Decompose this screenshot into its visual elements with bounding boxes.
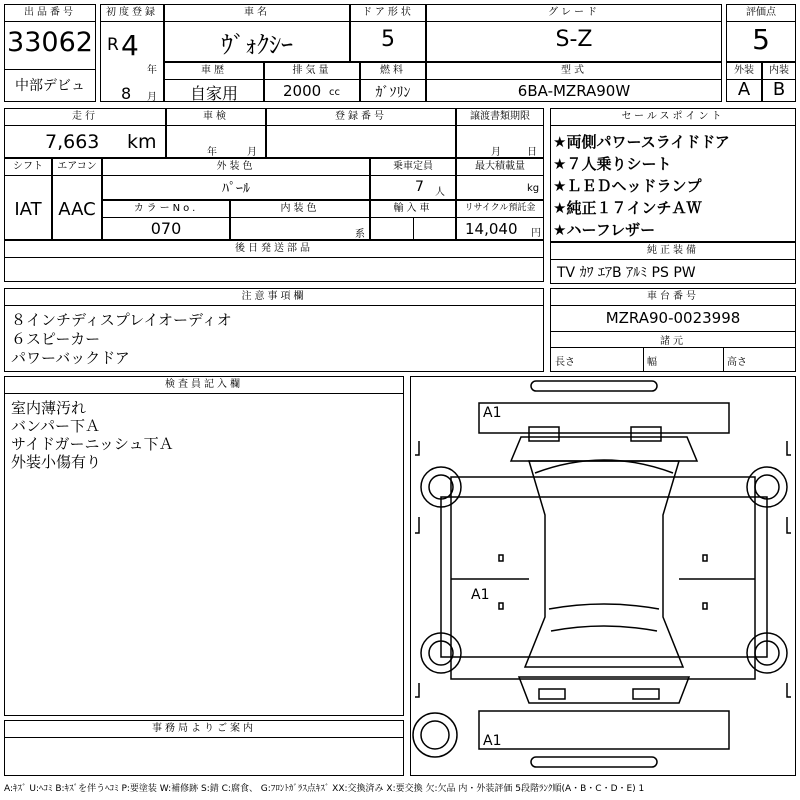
width-label: 幅 <box>647 357 657 368</box>
legend-text: A:ｷｽﾞ U:ﾍｺﾐ B:ｷｽﾞを伴うﾍｺﾐ P:要塗装 W:補修跡 S:錆 C:腐食、 G:ﾌﾛﾝﾄｶﾞﾗｽ点ｷｽﾞ XX:交換済み X:要交換 欠:欠品 内・外装評価 5段階ﾗﾝｸ順(A・B・C・D・E) 1 <box>4 784 645 794</box>
history: 自家用 <box>189 84 238 102</box>
history-label: 車歴 <box>165 63 263 80</box>
exterior-grade: A <box>737 79 751 100</box>
score: 5 <box>752 23 770 56</box>
doors: 5 <box>381 27 395 52</box>
fuel-label: 燃料 <box>361 63 425 80</box>
month-number: 8 <box>121 84 132 102</box>
door-box <box>350 4 426 62</box>
interior-color-box <box>230 200 370 240</box>
year-number: 4 <box>121 29 139 62</box>
lot-box <box>4 4 96 102</box>
interior-label: 内装 <box>763 63 795 80</box>
exterior-label: 外装 <box>727 63 761 80</box>
displacement-unit: cc <box>329 87 340 98</box>
inspection-label: 車検 <box>167 109 265 126</box>
sales-point-item: ★ＬＥＤヘッドランプ <box>553 177 702 195</box>
inspection-box <box>166 108 266 158</box>
load-label: 最大積載量 <box>457 159 543 176</box>
sales-point-item: ★７人乗りシート <box>553 155 672 173</box>
displacement: 2000 <box>283 82 322 100</box>
interior-color-label: 内装色 <box>231 201 369 218</box>
ac-label: エアコン <box>53 159 101 176</box>
interior-grade-box <box>762 62 796 102</box>
plate-label: 登録番号 <box>267 109 455 126</box>
chassis-title: 車台番号 <box>551 289 795 306</box>
fuel-box <box>360 62 426 102</box>
inspector-item: 室内薄汚れ <box>11 399 87 417</box>
sales-point-item: ★ハーフレザー <box>553 221 656 239</box>
damage-mark-front: A1 <box>483 405 502 421</box>
mileage-box <box>4 108 166 158</box>
model-label: 型式 <box>427 63 721 80</box>
mileage-label: 走行 <box>5 109 165 126</box>
score-label: 評価点 <box>727 5 795 22</box>
door-label: ドア形状 <box>351 5 425 22</box>
notes-title: 注意事項欄 <box>5 289 543 306</box>
later-parts-label: 後日発送部品 <box>5 241 543 258</box>
shift-box <box>4 158 52 240</box>
car-name-label: 車名 <box>165 5 349 22</box>
interior-color-unit: 系 <box>355 229 365 240</box>
sales-point-item: ★両側パワースライドドア <box>553 133 730 151</box>
era: R <box>107 35 119 55</box>
chassis-number: MZRA90-0023998 <box>605 309 741 327</box>
chassis-box <box>550 288 796 372</box>
inspector-item: 外装小傷有り <box>11 453 102 471</box>
mileage-unit: km <box>127 131 157 153</box>
lot-label: 出品番号 <box>5 5 95 22</box>
recycle-label: リサイクル預託金 <box>457 201 543 218</box>
later-parts-box <box>4 240 544 282</box>
note-item: パワーバックドア <box>11 349 130 367</box>
equipment-box <box>550 242 796 284</box>
height-label: 高さ <box>727 357 747 368</box>
grade: S-Z <box>555 27 593 52</box>
color-no-box <box>102 200 230 240</box>
damage-mark-rear: A1 <box>483 733 502 749</box>
lot-number: 33062 <box>7 27 93 58</box>
grade-label: グレード <box>427 5 721 22</box>
registration-label: 初度登録 <box>101 5 163 22</box>
color-no-label: カラーNo. <box>103 201 229 218</box>
load-box <box>456 158 544 200</box>
shift: IAT <box>14 199 42 220</box>
ac: AAC <box>58 199 96 220</box>
color: ﾊﾟｰﾙ <box>222 181 250 197</box>
transfer-label: 譲渡書類期限 <box>457 109 543 126</box>
notes-box <box>4 288 544 372</box>
import-box <box>370 200 456 240</box>
color-no: 070 <box>150 219 182 238</box>
history-box <box>164 62 264 102</box>
dims-title: 諸元 <box>660 336 686 347</box>
transfer-month-unit: 月 <box>491 147 501 158</box>
damage-mark-side: A1 <box>471 587 490 603</box>
load-unit: kg <box>527 183 540 194</box>
car-diagram <box>411 377 795 775</box>
inspector-title: 検査員記入欄 <box>5 377 403 394</box>
office-box <box>4 720 404 776</box>
inspection-month-unit: 月 <box>247 147 257 158</box>
inspection-year-unit: 年 <box>207 147 217 158</box>
transfer-day-unit: 日 <box>527 147 537 158</box>
mileage: 7,663 <box>45 131 100 153</box>
equipment: TV ｶﾜ ｴｱB ｱﾙﾐ PS PW <box>557 265 696 281</box>
registration-box <box>100 4 164 102</box>
inspector-item: サイドガーニッシュ下Ａ <box>11 435 174 453</box>
inspector-item: バンパー下Ａ <box>11 417 100 435</box>
capacity-unit: 人 <box>435 187 445 198</box>
dealer-name: 中部デビュ <box>15 78 85 94</box>
interior-grade: B <box>772 79 786 100</box>
sales-point-item: ★純正１７インチＡＷ <box>553 199 702 217</box>
model-box <box>426 62 722 102</box>
grade-box <box>426 4 722 62</box>
ac-box <box>52 158 102 240</box>
import-label: 輸入車 <box>371 201 455 218</box>
model: 6BA-MZRA90W <box>517 82 631 100</box>
car-name-box <box>164 4 350 62</box>
displacement-label: 排気量 <box>265 63 359 80</box>
capacity-box <box>370 158 456 200</box>
capacity-label: 乗車定員 <box>371 159 455 176</box>
shift-label: シフト <box>5 159 51 176</box>
car-name: ｳﾞｫｸｼｰ <box>221 31 293 59</box>
exterior-grade-box <box>726 62 762 102</box>
month-unit: 月 <box>147 92 157 102</box>
color-box <box>102 158 370 200</box>
score-box <box>726 4 796 62</box>
note-item: ６スピーカー <box>11 330 101 348</box>
sales-points-title: セールスポイント <box>551 109 795 126</box>
length-label: 長さ <box>555 357 575 368</box>
car-diagram-box <box>410 376 796 776</box>
transfer-box <box>456 108 544 158</box>
sales-points-box <box>550 108 796 242</box>
plate-box <box>266 108 456 158</box>
year-unit: 年 <box>147 65 157 76</box>
displacement-box <box>264 62 360 102</box>
office-title: 事務局よりご案内 <box>5 721 403 738</box>
capacity: 7 <box>415 179 424 195</box>
recycle-unit: 円 <box>531 228 541 239</box>
recycle: 14,040 <box>465 220 518 238</box>
equipment-title: 純正装備 <box>551 243 795 260</box>
note-item: ８インチディスプレイオーディオ <box>11 311 232 329</box>
inspector-box <box>4 376 404 716</box>
recycle-box <box>456 200 544 240</box>
color-label: 外装色 <box>103 159 369 176</box>
fuel: ｶﾞｿﾘﾝ <box>375 85 411 101</box>
